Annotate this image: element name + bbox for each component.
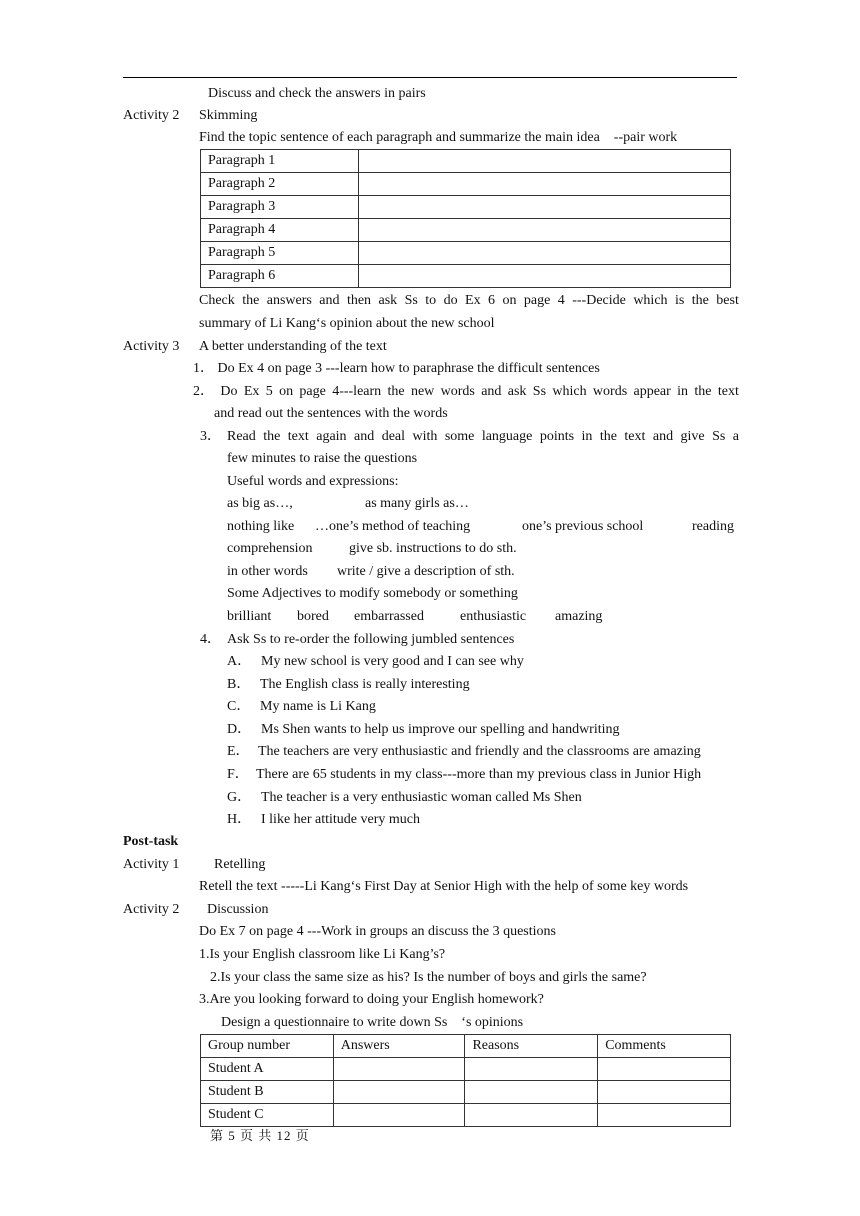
word: appear <box>633 384 671 399</box>
paragraph-label: Paragraph 3 <box>201 196 359 219</box>
expression-4: …one’s method of teaching <box>315 519 471 534</box>
adjective: enthusiastic <box>460 609 527 624</box>
paragraph-row <box>201 173 731 196</box>
activity2-instruction: Find the topic sentence of each paragraph and summarize the main idea --pair work <box>199 130 678 145</box>
paragraph-label: Paragraph 1 <box>201 150 359 173</box>
paragraph-row <box>201 242 731 265</box>
word: words <box>592 384 628 399</box>
paragraph-table <box>200 149 731 288</box>
word: Do <box>220 384 238 399</box>
paragraph-label: Paragraph 4 <box>201 219 359 242</box>
word: ask <box>507 384 527 399</box>
word: then <box>346 293 372 308</box>
questionnaire-cell <box>598 1104 731 1127</box>
questionnaire-line: Design a questionnaire to write down Ss ‘s opinions <box>221 1015 524 1030</box>
sentence-text: There are 65 students in my class---more than my previous class in Junior High <box>256 767 702 782</box>
expression-6: reading <box>692 519 734 534</box>
word: do <box>443 293 458 308</box>
word: best <box>716 293 739 308</box>
item-4-text: Ask Ss to re-order the following jumbled sentences <box>227 632 515 647</box>
paragraph-summary-cell <box>359 265 731 288</box>
paragraph-row <box>201 196 731 219</box>
word: in <box>581 429 593 444</box>
questionnaire-row <box>201 1081 731 1104</box>
word: text <box>717 384 739 399</box>
paragraph-summary-cell <box>359 242 731 265</box>
sentence-letter: F． <box>227 767 249 782</box>
word: Read <box>227 429 256 444</box>
post-activity1-text: Retell the text -----Li Kang‘s First Day at Senior High with the help of some key words <box>199 879 689 894</box>
sentence-text: Ms Shen wants to help us improve our spelling and handwriting <box>261 721 620 737</box>
sentence-text: The English class is really interesting <box>260 676 470 692</box>
paragraph-label: Paragraph 2 <box>201 173 359 196</box>
item-2-line-1 <box>193 381 739 403</box>
column-header: Group number <box>201 1035 334 1058</box>
word: new <box>410 384 435 399</box>
expression-10: write / give a description of sth. <box>337 564 515 579</box>
word: on <box>502 293 517 308</box>
paragraph-row <box>201 150 731 173</box>
word: page <box>523 293 551 308</box>
word: the <box>242 293 260 308</box>
questionnaire-cell <box>333 1058 465 1081</box>
column-header: Reasons <box>465 1035 598 1058</box>
word: ask <box>378 293 398 308</box>
question-3: 3.Are you looking forward to doing your English homework? <box>199 992 544 1007</box>
word: on <box>279 384 294 399</box>
paragraph-summary-cell <box>359 219 731 242</box>
questionnaire-cell <box>333 1081 465 1104</box>
word: with <box>412 429 438 444</box>
sentence-text: I like her attitude very much <box>261 812 420 828</box>
expression-2: as many girls as… <box>365 496 469 511</box>
word: and <box>319 293 340 308</box>
word: and <box>354 429 375 444</box>
column-header: Answers <box>333 1035 465 1058</box>
questionnaire-cell <box>465 1104 598 1127</box>
expression-7: comprehension <box>227 541 313 556</box>
questionnaire-cell <box>465 1058 598 1081</box>
word: give <box>680 429 705 444</box>
word: the <box>691 293 709 308</box>
post-task-heading: Post-task <box>123 834 179 849</box>
item-1: 1． Do Ex 4 on page 3 ---learn how to paraphrase the difficult sentences <box>193 361 600 376</box>
sentence-letter: B． <box>227 676 251 692</box>
question-1: 1.Is your English classroom like Li Kang’s? <box>199 947 446 962</box>
item-3-line-2: few minutes to raise the questions <box>227 451 418 466</box>
adjective: amazing <box>555 609 603 624</box>
expression-8: give sb. instructions to do sth. <box>349 541 517 556</box>
questionnaire-row <box>201 1058 731 1081</box>
post-activity1-label: Activity 1 <box>123 857 180 872</box>
page-footer: 第 5 页 共 12 页 <box>210 1128 310 1143</box>
expression-9: in other words <box>227 564 308 579</box>
item-3-line-1 <box>227 426 739 448</box>
word: the <box>694 384 712 399</box>
paragraph-label: Paragraph 6 <box>201 265 359 288</box>
sentence-letter: G． <box>227 789 252 805</box>
paragraph-row <box>201 265 731 288</box>
paragraph-summary-cell <box>359 173 731 196</box>
sentence-letter: H． <box>227 812 252 828</box>
word: text <box>624 429 646 444</box>
word: 4 <box>557 293 565 308</box>
item-4-number: 4． <box>200 632 221 647</box>
sentence-text: My name is Li Kang <box>260 699 376 715</box>
word: and <box>652 429 674 444</box>
adjectives-heading: Some Adjectives to modify somebody or something <box>227 586 518 601</box>
sentence-letter: E． <box>227 744 250 760</box>
word: answers <box>266 293 312 308</box>
questionnaire-header-row <box>201 1035 731 1058</box>
paragraph-row <box>201 219 731 242</box>
word: deal <box>381 429 406 444</box>
activity2-title: Skimming <box>199 108 258 123</box>
column-header: Comments <box>598 1035 731 1058</box>
activity3-label: Activity 3 <box>123 339 180 354</box>
activity2-label: Activity 2 <box>123 108 180 123</box>
word: 4---learn <box>332 384 382 399</box>
student-label: Student A <box>201 1058 334 1081</box>
questionnaire-cell <box>333 1104 465 1127</box>
adjective: embarrassed <box>354 609 424 624</box>
word: which <box>552 384 587 399</box>
sentence-text: The teacher is a very enthusiastic woman called Ms Shen <box>261 789 582 805</box>
word: 2． <box>193 384 214 399</box>
post-activity2-instruction: Do Ex 7 on page 4 ---Work in groups an discuss the 3 questions <box>199 924 556 939</box>
paragraph-label: Paragraph 5 <box>201 242 359 265</box>
check-line-2: summary of Li Kang‘s opinion about the new school <box>199 316 495 331</box>
word: 6 <box>488 293 496 308</box>
word: is <box>674 293 685 308</box>
paragraph-summary-cell <box>359 150 731 173</box>
word: in <box>677 384 689 399</box>
student-label: Student C <box>201 1104 334 1127</box>
word: the <box>387 384 405 399</box>
adjective: bored <box>297 609 329 624</box>
sentence-text: My new school is very good and I can see why <box>261 654 524 669</box>
word: 5 <box>265 384 273 399</box>
item-3-number: 3． <box>200 429 221 444</box>
sentence-letter: C． <box>227 699 251 715</box>
word: a <box>732 429 739 444</box>
intro-line: Discuss and check the answers in pairs <box>208 86 426 101</box>
word: and <box>481 384 502 399</box>
word: to <box>425 293 437 308</box>
word: which <box>633 293 668 308</box>
word: again <box>316 429 347 444</box>
word: page <box>299 384 326 399</box>
item-2-line-2: and read out the sentences with the words <box>214 406 448 421</box>
post-activity2-title: Discussion <box>207 902 269 917</box>
post-activity2-label: Activity 2 <box>123 902 180 917</box>
word: Check <box>199 293 235 308</box>
questionnaire-cell <box>598 1058 731 1081</box>
questionnaire-cell <box>465 1081 598 1104</box>
activity3-title: A better understanding of the text <box>199 339 387 354</box>
paragraph-summary-cell <box>359 196 731 219</box>
word: words <box>440 384 475 399</box>
sentence-letter: D． <box>227 721 252 737</box>
question-2: 2.Is your class the same size as his? Is the number of boys and girls the same? <box>210 970 647 985</box>
word: some <box>444 429 475 444</box>
word: Ss <box>712 429 726 444</box>
word: language <box>481 429 533 444</box>
word: ---Decide <box>572 293 626 308</box>
check-line-1 <box>199 290 739 312</box>
word: points <box>539 429 575 444</box>
post-activity1-title: Retelling <box>214 857 266 872</box>
adjective: brilliant <box>227 609 272 624</box>
word: Ex <box>243 384 260 399</box>
useful-heading: Useful words and expressions: <box>227 474 399 489</box>
word: the <box>263 429 281 444</box>
expression-5: one’s previous school <box>522 519 644 534</box>
sentence-text: The teachers are very enthusiastic and friendly and the classrooms are amazing <box>258 744 701 760</box>
word: Ss <box>532 384 547 399</box>
expression-1: as big as…, <box>227 496 293 511</box>
questionnaire-row <box>201 1104 731 1127</box>
student-label: Student B <box>201 1081 334 1104</box>
questionnaire-cell <box>598 1081 731 1104</box>
expression-3: nothing like <box>227 519 295 534</box>
word: Ss <box>404 293 418 308</box>
word: the <box>599 429 617 444</box>
sentence-letter: A． <box>227 654 252 669</box>
questionnaire-table <box>200 1034 731 1127</box>
header-rule <box>123 77 737 78</box>
word: text <box>287 429 309 444</box>
word: Ex <box>465 293 481 308</box>
